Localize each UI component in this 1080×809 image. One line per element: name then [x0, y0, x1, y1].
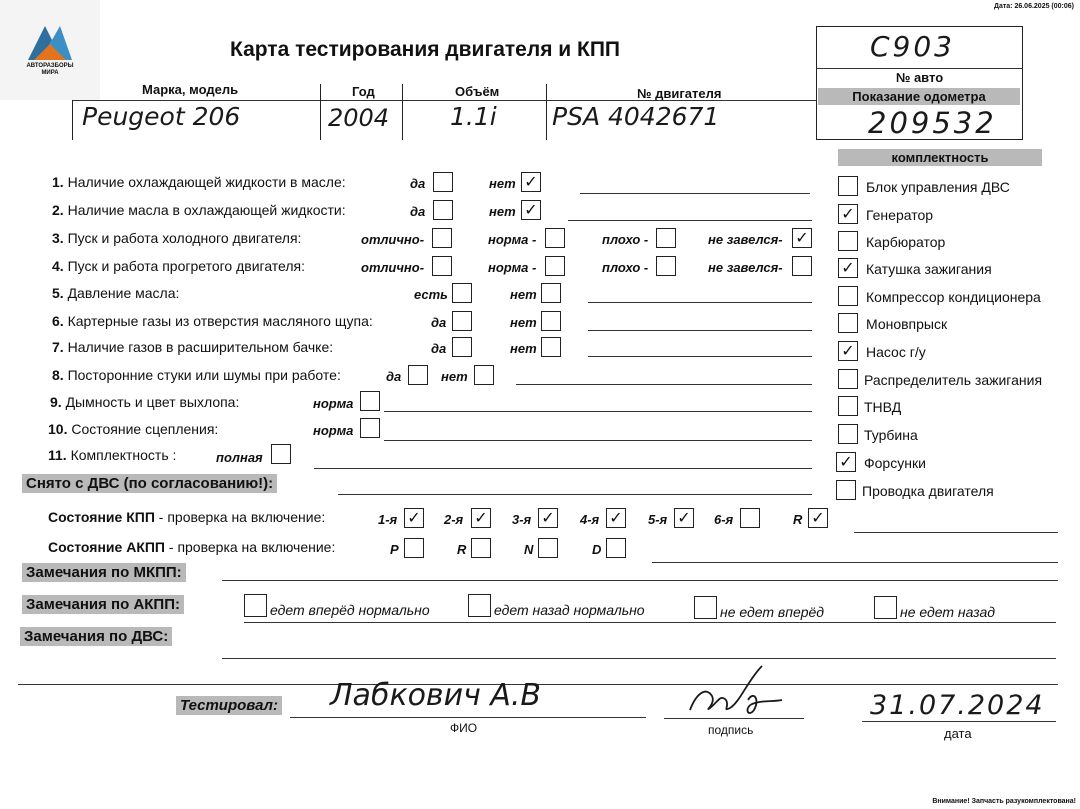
remarks-mkpp-label: Замечания по МКПП:: [22, 563, 186, 582]
check-label: Наличие охлаждающей жидкости в масле:: [67, 174, 346, 190]
check-num: 2.: [52, 202, 64, 218]
opt-label: не завелся-: [708, 260, 783, 275]
volume-value: 1.1i: [450, 102, 497, 131]
header-table: [72, 84, 817, 140]
completeness-item-label: ТНВД: [864, 399, 902, 415]
checkbox-cold-excellent[interactable]: [432, 228, 452, 248]
check-row-11: [48, 447, 176, 463]
checkbox-power-steering-pump[interactable]: ✓: [838, 341, 858, 361]
checkbox-warm-normal[interactable]: [545, 256, 565, 276]
check-num: 5.: [52, 285, 64, 301]
fio-label: ФИО: [450, 721, 478, 735]
col-volume: Объём: [455, 84, 500, 99]
check-num: 6.: [52, 313, 64, 329]
checkbox-oil-pressure-yes[interactable]: [452, 283, 472, 303]
opt-label: нет: [510, 315, 537, 330]
opt-label: нет: [489, 204, 516, 219]
check-num: 8.: [52, 367, 64, 383]
checkbox-gear-3[interactable]: ✓: [538, 508, 558, 528]
col-make-model: Марка, модель: [142, 82, 239, 97]
auto-number-label: № авто: [895, 70, 944, 85]
tested-by-label: Тестировал:: [176, 696, 282, 715]
checkbox-noise-no[interactable]: [474, 365, 494, 385]
opt-label: норма: [313, 423, 354, 438]
completeness-item-label: Катушка зажигания: [866, 261, 992, 277]
checkbox-gear-6[interactable]: [740, 508, 760, 528]
engine-number-value: PSA 4042671: [552, 102, 720, 131]
completeness-item-label: Блок управления ДВС: [866, 179, 1010, 195]
opt-label: отлично-: [361, 232, 425, 247]
kpp-label: [48, 509, 325, 525]
opt-label: да: [431, 315, 447, 330]
checkbox-distributor[interactable]: [838, 369, 858, 389]
col-year: Год: [352, 84, 375, 99]
checkbox-gear-2[interactable]: ✓: [471, 508, 491, 528]
checkbox-expansion-no[interactable]: [541, 337, 561, 357]
checkbox-akpp-p[interactable]: [404, 538, 424, 558]
check-row-3: [52, 230, 301, 246]
check-num: 3.: [52, 230, 64, 246]
opt-label: нет: [510, 287, 537, 302]
check-label: Посторонние стуки или шумы при работе:: [67, 367, 341, 383]
gear-label: P: [390, 542, 399, 557]
opt-label: не завелся-: [708, 232, 783, 247]
akpp-label: [48, 539, 335, 555]
checkbox-oil-yes[interactable]: [433, 200, 453, 220]
check-num: 11.: [48, 447, 67, 463]
signature-label: подпись: [708, 723, 754, 737]
check-label: Пуск и работа холодного двигателя:: [67, 230, 302, 246]
akpp-option-label: не едет назад: [900, 604, 995, 620]
checkbox-generator[interactable]: ✓: [838, 204, 858, 224]
checkbox-gear-4[interactable]: ✓: [606, 508, 626, 528]
checkbox-warm-not-started[interactable]: [792, 256, 812, 276]
check-row-8: [52, 367, 341, 383]
checkbox-crankcase-yes[interactable]: [452, 311, 472, 331]
check-num: 10.: [48, 421, 68, 437]
checkbox-oil-no[interactable]: ✓: [521, 200, 541, 220]
gear-label: 5-я: [648, 512, 668, 527]
checkbox-gear-r[interactable]: ✓: [808, 508, 828, 528]
logo-line2: МИРА: [41, 70, 59, 76]
warning-note: Внимание! Запчасть разукомплектована!: [932, 798, 1076, 805]
completeness-item-label: Компрессор кондиционера: [866, 289, 1041, 305]
completeness-item-label: Моновпрыск: [866, 316, 948, 332]
remarks-akpp-label: Замечания по АКПП:: [22, 595, 184, 614]
checkbox-coolant-yes[interactable]: [433, 172, 453, 192]
completeness-item-label: Генератор: [866, 207, 934, 223]
gear-label: D: [592, 542, 602, 557]
opt-label: нет: [489, 176, 516, 191]
odometer-value: 209532: [868, 106, 997, 140]
make-model-value: Peugeot 206: [82, 102, 241, 131]
check-num: 1.: [52, 174, 64, 190]
check-label: Давление масла:: [67, 285, 180, 301]
akpp-label-bold: Состояние АКПП: [48, 539, 165, 555]
completeness-title: комплектность: [838, 149, 1042, 166]
opt-label: норма -: [488, 232, 537, 247]
completeness-item-label: Проводка двигателя: [862, 483, 994, 499]
checkbox-ac-compressor[interactable]: [838, 286, 858, 306]
gear-label: 1-я: [378, 512, 398, 527]
gear-label: N: [524, 542, 534, 557]
opt-label: есть: [414, 287, 448, 302]
check-row-10: [48, 421, 218, 437]
akpp-label-rest: - проверка на включение:: [165, 539, 336, 555]
col-engine-number: № двигателя: [637, 86, 722, 101]
removed-label: Снято с ДВС (по согласованию!):: [22, 474, 277, 493]
opt-label: да: [410, 204, 426, 219]
checkbox-gear-5[interactable]: ✓: [674, 508, 694, 528]
checkbox-gear-1[interactable]: ✓: [404, 508, 424, 528]
check-num: 7.: [52, 339, 64, 355]
checkbox-warm-bad[interactable]: [656, 256, 676, 276]
checkbox-no-forward[interactable]: [694, 596, 717, 619]
check-num: 4.: [52, 258, 64, 274]
gear-label: R: [793, 512, 803, 527]
gear-label: R: [457, 542, 467, 557]
check-row-1: [52, 174, 346, 190]
checkbox-backward-normal[interactable]: [468, 594, 491, 617]
checkbox-expansion-yes[interactable]: [452, 337, 472, 357]
check-label: Картерные газы из отверстия масляного щупа:: [67, 313, 373, 329]
akpp-option-label: едет назад нормально: [494, 602, 645, 618]
checkbox-mono-injection[interactable]: [838, 313, 858, 333]
check-label: Наличие газов в расширительном бачке:: [67, 339, 334, 355]
kpp-label-rest: - проверка на включение:: [154, 509, 326, 525]
checkbox-cold-bad[interactable]: [656, 228, 676, 248]
print-date: Дата: 26.06.2025 (00:06): [993, 3, 1074, 10]
check-row-9: [50, 394, 239, 410]
checkbox-akpp-n[interactable]: [538, 538, 558, 558]
check-row-2: [52, 202, 346, 218]
check-label: Дымность и цвет выхлопа:: [65, 394, 240, 410]
opt-label: норма: [313, 396, 354, 411]
completeness-item-label: Распределитель зажигания: [864, 372, 1043, 388]
checkbox-ignition-coil[interactable]: ✓: [838, 258, 858, 278]
gear-label: 6-я: [714, 512, 734, 527]
checkbox-oil-pressure-no[interactable]: [541, 283, 561, 303]
checkbox-exhaust-normal[interactable]: [360, 391, 380, 411]
checkbox-crankcase-no[interactable]: [541, 311, 561, 331]
opt-label: нет: [510, 341, 537, 356]
akpp-option-label: не едет вперёд: [720, 604, 825, 620]
logo-line1: АВТОРАЗБОРЫ: [26, 63, 74, 69]
remarks-dvs-label: Замечания по ДВС:: [20, 627, 172, 646]
check-label: Наличие масла в охлаждающей жидкости:: [67, 202, 346, 218]
checkbox-injectors[interactable]: ✓: [836, 452, 856, 472]
check-label: Комплектность :: [70, 447, 177, 463]
checkbox-engine-wiring[interactable]: [836, 480, 856, 500]
check-row-5: [52, 285, 179, 301]
checkbox-turbine[interactable]: [838, 424, 858, 444]
check-row-4: [52, 258, 305, 274]
date-label: дата: [944, 726, 972, 741]
opt-label: плохо -: [602, 260, 649, 275]
opt-label: нет: [441, 369, 468, 384]
check-label: Состояние сцепления:: [71, 421, 219, 437]
opt-label: да: [431, 341, 447, 356]
checkbox-injection-pump[interactable]: [838, 396, 858, 416]
opt-label: да: [386, 369, 402, 384]
opt-label: отлично-: [361, 260, 425, 275]
gear-label: 2-я: [444, 512, 464, 527]
date-value: 31.07.2024: [870, 690, 1045, 721]
checkbox-clutch-normal[interactable]: [360, 418, 380, 438]
gear-label: 3-я: [512, 512, 532, 527]
checkbox-forward-normal[interactable]: [244, 594, 267, 617]
checkbox-noise-yes[interactable]: [408, 365, 428, 385]
opt-label: плохо -: [602, 232, 649, 247]
odometer-label: Показание одометра: [818, 88, 1020, 105]
kpp-label-bold: Состояние КПП: [48, 509, 155, 525]
akpp-option-label: едет вперёд нормально: [270, 602, 430, 618]
year-value: 2004: [328, 104, 390, 132]
checkbox-ecu[interactable]: [838, 176, 858, 196]
signature-icon: [682, 660, 792, 724]
auto-number-value: C903: [870, 30, 955, 63]
checkbox-warm-excellent[interactable]: [432, 256, 452, 276]
completeness-item-label: Форсунки: [864, 455, 926, 471]
checkbox-akpp-d[interactable]: [606, 538, 626, 558]
checkbox-akpp-r[interactable]: [471, 538, 491, 558]
tester-name-value: Лабкович А.В: [330, 678, 541, 713]
opt-label: да: [410, 176, 426, 191]
check-num: 9.: [50, 394, 62, 410]
completeness-item-label: Турбина: [864, 427, 918, 443]
check-row-6: [52, 313, 373, 329]
completeness-item-label: Насос г/у: [866, 344, 926, 360]
check-label: Пуск и работа прогретого двигателя:: [67, 258, 306, 274]
checkbox-no-backward[interactable]: [874, 596, 897, 619]
checkbox-cold-not-started[interactable]: ✓: [792, 228, 812, 248]
checkbox-cold-normal[interactable]: [545, 228, 565, 248]
page-title: Карта тестирования двигателя и КПП: [230, 38, 621, 61]
checkbox-carburetor[interactable]: [838, 231, 858, 251]
gear-label: 4-я: [580, 512, 600, 527]
opt-label: норма -: [488, 260, 537, 275]
opt-label: полная: [216, 450, 263, 465]
checkbox-coolant-no[interactable]: ✓: [521, 172, 541, 192]
check-row-7: [52, 339, 333, 355]
checkbox-complete-full[interactable]: [271, 444, 291, 464]
completeness-item-label: Карбюратор: [866, 234, 946, 250]
